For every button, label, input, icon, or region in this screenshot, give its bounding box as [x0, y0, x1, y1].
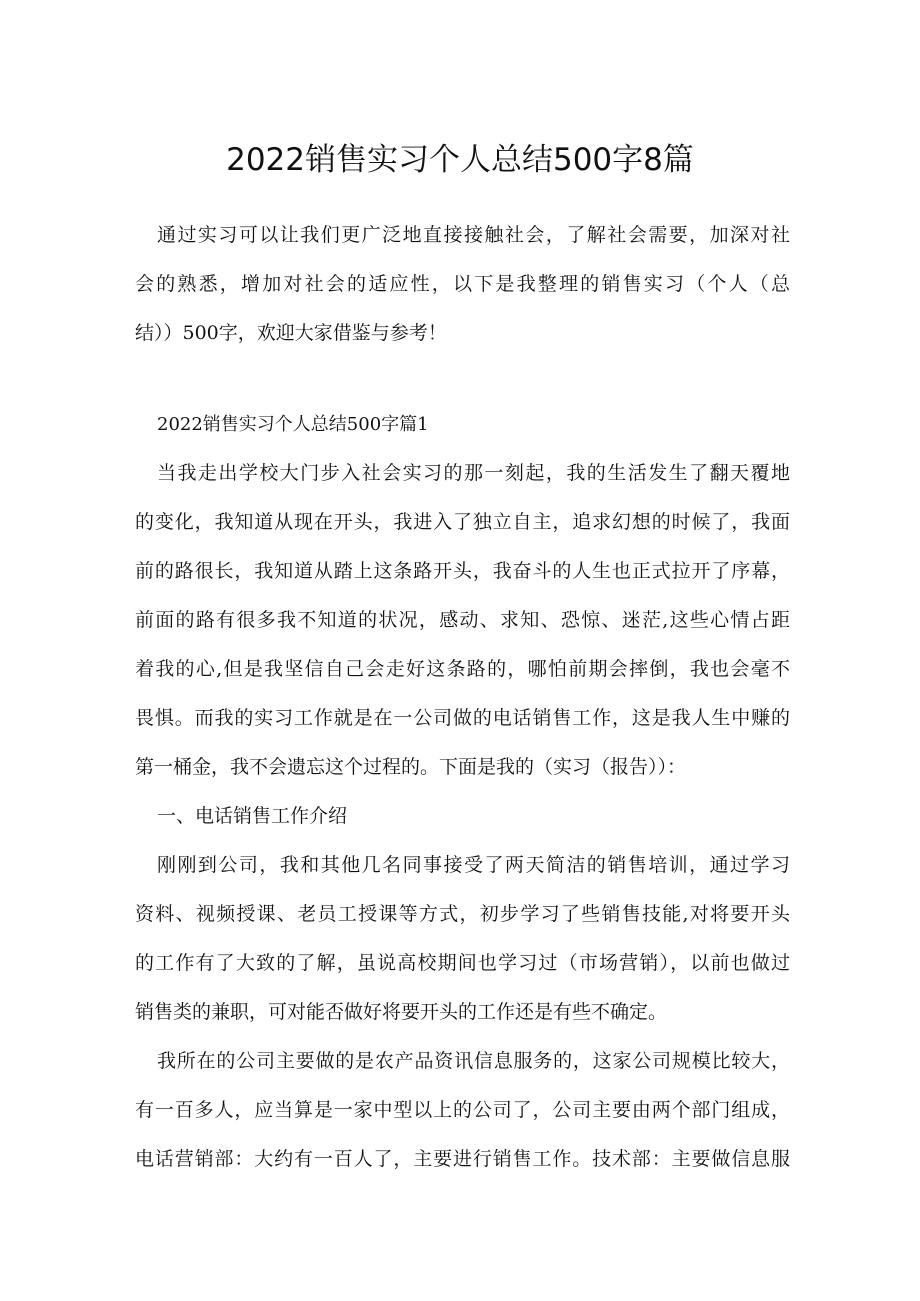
- section-heading: 2022销售实习个人总结500字篇1: [157, 414, 429, 435]
- body-line-11: 的工作有了大致的了解，虽说高校期间也学习过（市场营销），以前也做过: [135, 952, 790, 974]
- body-line-4: 前面的路有很多我不知道的状况，感动、求知、恐惊、迷茫,这些心情占距: [135, 609, 790, 631]
- body-line-7: 第一桶金，我不会遗忘这个过程的。下面是我的（实习（报告））：: [135, 756, 687, 778]
- subheading-phone-sales: 一、电话销售工作介绍: [157, 805, 348, 827]
- body-line-2: 的变化，我知道从现在开头，我进入了独立自主，追求幻想的时候了，我面: [135, 511, 790, 533]
- body-line-14: 有一百多人，应当算是一家中型以上的公司了，公司主要由两个部门组成，: [135, 1099, 790, 1121]
- body-line-15: 电话营销部：大约有一百人了，主要进行销售工作。技术部：主要做信息服: [135, 1148, 790, 1170]
- body-line-13: 我所在的公司主要做的是农产品资讯信息服务的，这家公司规模比较大，: [157, 1050, 790, 1072]
- intro-line-2: 会的熟悉，增加对社会的适应性，以下是我整理的销售实习（个人（总: [135, 273, 790, 295]
- intro-line-1: 通过实习可以让我们更广泛地直接接触社会，了解社会需要，加深对社: [157, 224, 790, 246]
- document-title: 2022销售实习个人总结500字8篇: [226, 142, 694, 178]
- body-line-12: 销售类的兼职，可对能否做好将要开头的工作还是有些不确定。: [135, 1001, 668, 1023]
- intro-line-3: 结））500字，欢迎大家借鉴与参考！: [135, 322, 447, 344]
- body-line-1: 当我走出学校大门步入社会实习的那一刻起，我的生活发生了翻天覆地: [157, 462, 790, 484]
- body-line-5: 着我的心,但是我坚信自己会走好这条路的，哪怕前期会摔倒，我也会毫不: [135, 658, 790, 680]
- body-line-9: 刚刚到公司，我和其他几名同事接受了两天简洁的销售培训，通过学习: [157, 854, 790, 876]
- body-line-6: 畏惧。而我的实习工作就是在一公司做的电话销售工作，这是我人生中赚的: [135, 707, 790, 729]
- body-line-10: 资料、视频授课、老员工授课等方式，初步学习了些销售技能,对将要开头: [135, 903, 790, 925]
- body-line-3: 前的路很长，我知道从踏上这条路开头，我奋斗的人生也正式拉开了序幕，: [135, 560, 790, 582]
